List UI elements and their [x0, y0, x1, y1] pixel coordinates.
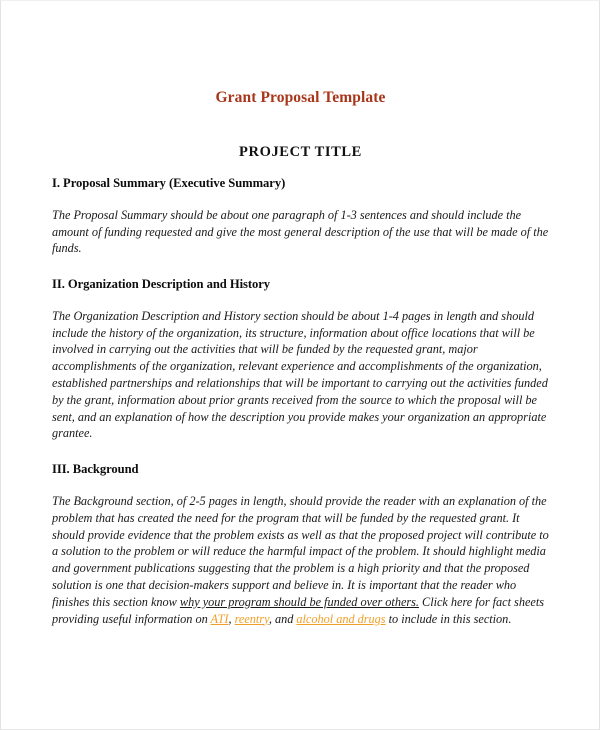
link-alcohol-and-drugs[interactable]: alcohol and drugs	[296, 611, 386, 626]
section-body-proposal-summary: The Proposal Summary should be about one paragraph of 1-3 sentences and should include the amount of funding requested and give the most general description of the use that will be made of the funds.	[52, 207, 549, 256]
section-proposal-summary	[52, 176, 549, 257]
page-content-area	[52, 1, 549, 731]
link-ati[interactable]: ATI	[210, 611, 229, 626]
section-heading-organization-description: II. Organization Description and History	[52, 277, 271, 292]
document-body	[52, 176, 549, 627]
section-body-background	[52, 493, 549, 627]
background-emphasis-underlined: why your program should be funded over others.	[179, 594, 419, 609]
background-text-lead: The Background section, of 2-5 pages in length, should provide the reader with an explanation of the problem that has created the need for the program that will be funded by the requested grant. It should provide evidence that the problem exists as well as that the proposed project will contribute to a solution to the problem or will reduce the harmful impact of the problem. It should highlight media and government publications suggesting that the problem is a high priority and that the proposed solution is one that decision-makers support and believe in. It is important that the reader who finishes this section know	[52, 493, 549, 609]
section-background	[52, 462, 549, 627]
document-title: Grant Proposal Template	[215, 89, 386, 106]
link-separator-two: , and	[268, 611, 297, 626]
link-reentry[interactable]: reentry	[234, 611, 269, 626]
project-title-heading: PROJECT TITLE	[239, 144, 362, 160]
section-heading-proposal-summary: I. Proposal Summary (Executive Summary)	[52, 176, 286, 190]
section-body-organization-description: The Organization Description and History section should be about 1-4 pages in length and should include the history of the organization, its structure, information about office locations that will be involved in carrying out the activities that will be funded by the requested grant, major accomplishments of the organization, relevant experience and accomplishments of the organization, established partnerships and relationships that will be important to carrying out the activities funded by the grant, information about prior grants received from the source to which the proposal will be sent, and an explanation of how the description you provide makes your organization an appropriate grantee.	[52, 308, 548, 441]
section-organization-description	[52, 277, 549, 442]
section-heading-background: III. Background	[52, 462, 139, 477]
background-text-middle: Click here for fact sheets providing useful information on	[52, 594, 544, 626]
link-separator-one: ,	[228, 611, 235, 626]
background-text-tail: to include in this section.	[385, 611, 512, 626]
